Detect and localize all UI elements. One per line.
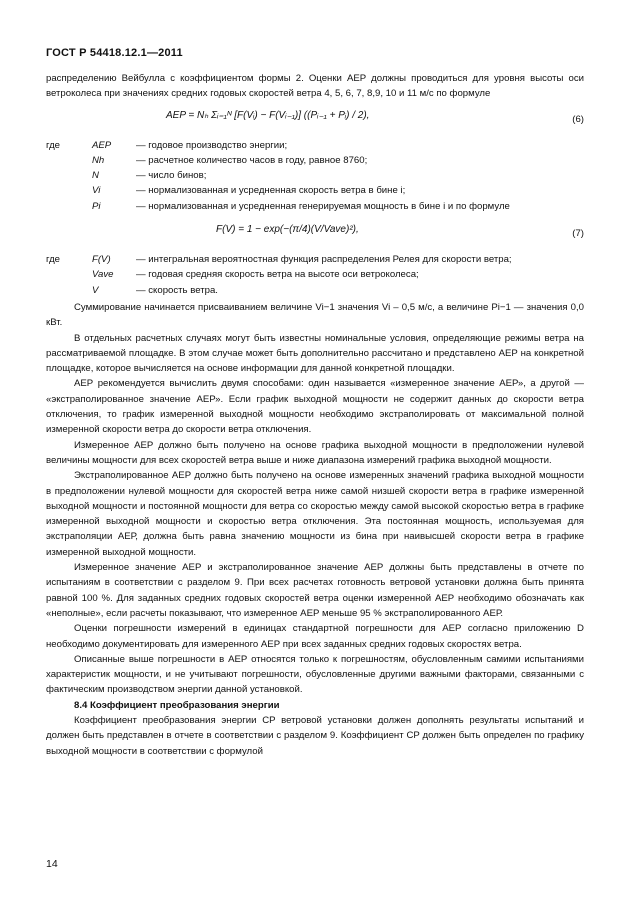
definition-symbol: Pi bbox=[92, 200, 101, 212]
definition-symbol: Nh bbox=[92, 154, 105, 166]
definition-row bbox=[46, 153, 584, 168]
definition-where bbox=[46, 153, 92, 168]
formula-7 bbox=[46, 216, 584, 250]
definition-where bbox=[46, 283, 92, 298]
definition-symbol: AEP bbox=[92, 139, 112, 151]
definition-text: — годовое производство энергии; bbox=[136, 139, 288, 151]
formula-6-expression: AEP = Nₕ Σᵢ₌₁ᴺ [F(Vᵢ) − F(Vᵢ₋₁)] ((Pᵢ₋₁ + Pᵢ) / 2), bbox=[166, 109, 370, 121]
definition-row bbox=[46, 138, 584, 153]
definition-where bbox=[46, 183, 92, 198]
body-paragraph: АЕР рекомендуется вычислить двумя способами: один называется «измеренное значение АЕР», а другой — «экстраполированное значение АЕР». Если график выходной мощности не содержит данных до скорости ветра отключения, то график измеренной выходной мощности необходимо экстраполировать от максимальной полной измеренной скорости ветра до скорости ветра отключения. bbox=[46, 378, 584, 436]
intro-paragraph: распределению Вейбулла с коэффициентом формы 2. Оценки AEP должны проводиться для уровня высоты оси ветроколеса при значениях средних годовых скоростей ветра 4, 5, 6, 7, 8,9, 10 и 11 м/с по формуле bbox=[46, 73, 584, 100]
body-paragraph: Измеренное АЕР должно быть получено на основе графика выходной мощности в предположении нулевой величины мощности для всех скоростей ветра выше и ниже диапазона измерений графика выходной мощности. bbox=[46, 439, 584, 466]
formula-6 bbox=[46, 102, 584, 136]
body-paragraph: Оценки погрешности измерений в единицах стандартной погрешности для АЕР согласно приложению D необходимо документировать для измеренного АЕР при всех заданных средних годовых скоростях ветра. bbox=[46, 623, 584, 650]
definition-row bbox=[46, 267, 584, 282]
definition-where bbox=[46, 199, 92, 214]
definition-row bbox=[46, 283, 584, 298]
formula-7-number: (7) bbox=[572, 228, 584, 240]
document-header: ГОСТ Р 54418.12.1—2011 bbox=[46, 47, 183, 59]
section-heading: 8.4 Коэффициент преобразования энергии bbox=[74, 699, 280, 711]
definition-symbol: V bbox=[92, 284, 99, 296]
body-paragraph: Описанные выше погрешности в АЕР относятся только к погрешностям, обусловленным самими испытаниями характеристик мощности, и не учитывают погрешности, обусловленные другими важными факторами, связанными с фактическим производством энергии данной установкой. bbox=[46, 653, 584, 696]
definition-row bbox=[46, 183, 584, 198]
definition-symbol: Vave bbox=[92, 269, 114, 281]
definition-where bbox=[46, 267, 92, 282]
definition-text: — число бинов; bbox=[136, 170, 207, 182]
formula-6-number: (6) bbox=[572, 113, 584, 125]
definition-row bbox=[46, 168, 584, 183]
definition-text: — расчетное количество часов в году, равное 8760; bbox=[136, 154, 368, 166]
definition-text: — годовая средняя скорость ветра на высоте оси ветроколеса; bbox=[136, 269, 419, 281]
formula-7-expression: F(V) = 1 − exp(−(π/4)(V/Vave)²), bbox=[216, 224, 359, 236]
definition-symbol: F(V) bbox=[92, 254, 111, 266]
definition-row bbox=[46, 199, 584, 214]
definition-where: где bbox=[46, 139, 61, 151]
definition-where bbox=[46, 168, 92, 183]
body-paragraph: В отдельных расчетных случаях могут быть известны номинальные условия, определяющие режимы ветра на рассматриваемой площадке. В этом случае может быть дополнительно рассчитано и представлено АЕР на конкретной площадке, которое вычисляется на основе информации для данной конкретной площадки. bbox=[46, 332, 584, 375]
document-body bbox=[46, 71, 584, 759]
body-paragraph: Суммирование начинается присваиванием величине Vi−1 значения Vi – 0,5 м/с, а величине Pi−1 — значения 0,0 кВт. bbox=[46, 301, 584, 329]
definition-text: — нормализованная и усредненная скорость ветра в бине i; bbox=[136, 185, 406, 197]
definition-text: — нормализованная и усредненная генерируемая мощность в бине i и по формуле bbox=[136, 200, 510, 212]
body-paragraph: Экстраполированное АЕР должно быть получено на основе измеренных значений графика выходной мощности в предположении нулевой мощности для скоростей ветра ниже самой низшей скорости ветра в графике измеренной выходной мощности и постоянной мощности для ветра со скоростью между самой высокой скоростью ветра в графике измеренной выходной мощности и скоростью ветра отключения. Эта постоянная мощность, используемая для экстраполяции АЕР, должна быть равна значению мощности из бина при наивысшей скорости ветра в графике измеренной выходной мощности. bbox=[46, 470, 584, 558]
body-paragraph: Измеренное значение АЕР и экстраполированное значение АЕР должны быть представлены в отчете по испытаниям в соответствии с разделом 9. При всех расчетах готовность ветровой установки должна быть принята равной 100 %. Для заданных средних годовых скоростей ветра оценки измеренной АЕР необходимо обозначать как «неполные», если расчеты показывают, что измеренное АЕР меньше 95 % экстраполированного АЕР. bbox=[46, 562, 584, 619]
definition-symbol: N bbox=[92, 170, 99, 182]
definitions-list-2 bbox=[46, 252, 584, 298]
page-number: 14 bbox=[46, 858, 58, 870]
definition-text: — скорость ветра. bbox=[136, 284, 218, 296]
definition-text: — интегральная вероятностная функция распределения Релея для скорости ветра; bbox=[136, 254, 512, 266]
definition-row bbox=[46, 252, 584, 267]
definition-where: где bbox=[46, 254, 61, 266]
definition-symbol: Vi bbox=[92, 185, 101, 197]
definitions-list-1 bbox=[46, 138, 584, 214]
final-paragraph: Коэффициент преобразования энергии CP ветровой установки должен дополнять результаты испытаний и должен быть представлен в отчете в соответствии с разделом 9. Коэффициент CP должен быть определен по графику выходной мощности в соответствии с формулой bbox=[46, 714, 584, 757]
